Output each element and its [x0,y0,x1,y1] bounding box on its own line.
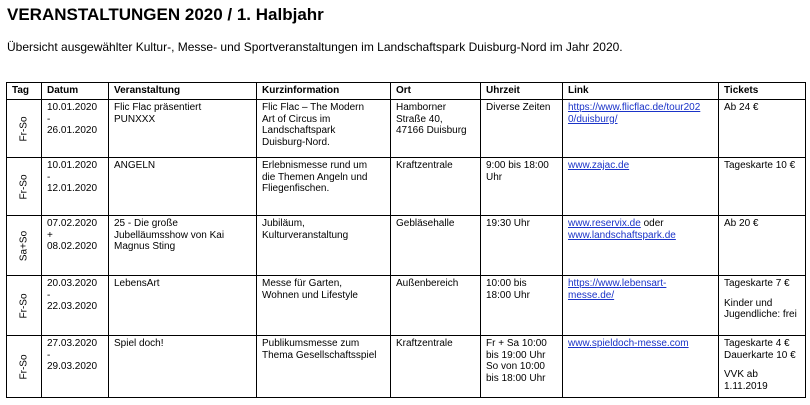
date-end: 12.01.2020 [47,183,98,194]
link-line: messe.de/ [568,289,615,301]
time-line: 9:00 bis 18:00 [486,160,549,171]
cell-kurzinformation [257,336,391,398]
info-line: Wohnen und Lifestyle [262,289,358,301]
cell-veranstaltung [109,216,257,276]
page-title: VERANSTALTUNGEN 2020 / 1. Halbjahr [7,5,324,24]
cell-tag [7,336,42,398]
event-name-line: PUNXXX [114,113,156,125]
ticket-line: Ab 24 € [724,102,759,113]
info-line: Publikumsmesse zum [262,338,360,349]
info-line: Erlebnismesse rund um [262,160,368,171]
cell-link [563,276,719,336]
table-row [7,216,806,276]
time-line: bis 19:00 Uhr [486,349,546,361]
ticket-line: Kinder und [724,297,773,309]
event-link[interactable] [568,278,714,301]
date-start: 10.01.2020 [47,102,98,113]
tag-label: Fr-So [18,354,30,379]
header-veranstaltung: Veranstaltung [109,83,257,100]
header-tag: Tag [7,83,42,100]
cell-uhrzeit [481,276,563,336]
table-row [7,100,806,158]
date-start: 20.03.2020 [47,278,98,289]
cell-tickets [719,336,806,398]
cell-tickets [719,100,806,158]
venue-line: Hamborner [396,102,447,113]
cell-ort [391,336,481,398]
time-line: 18:00 Uhr [486,289,530,301]
venue-line: Kraftzentrale [396,160,453,171]
cell-veranstaltung [109,336,257,398]
ticket-line: 1.11.2019 [724,380,768,392]
cell-kurzinformation [257,216,391,276]
venue-line: Kraftzentrale [396,338,453,349]
info-line: Thema Gesellschaftsspiel [262,349,377,361]
cell-datum [42,100,109,158]
cell-veranstaltung [109,276,257,336]
date-end: 29.03.2020 [47,361,98,372]
time-line: bis 18:00 Uhr [486,372,546,384]
time-line: Uhr [486,171,503,183]
table-row [7,336,806,398]
page-subtitle: Übersicht ausgewählter Kultur-, Messe- und Sportveranstaltungen im Landschaftspark Duisburg-Nord im Jahr 2020. [7,40,623,54]
events-table [6,82,806,398]
cell-kurzinformation [257,276,391,336]
reservix-link[interactable]: www.reservix.de [568,218,641,229]
cell-datum [42,158,109,216]
date-separator: - [47,171,51,183]
cell-tickets [719,216,806,276]
cell-tag [7,216,42,276]
cell-ort [391,216,481,276]
date-start: 07.02.2020 [47,218,98,229]
date-separator: - [47,349,51,361]
ticket-line: Dauerkarte 10 € [724,349,796,361]
time-line: Fr + Sa 10:00 [486,338,547,349]
event-link[interactable] [568,160,714,172]
event-link[interactable] [568,102,714,125]
venue-line: Außenbereich [396,278,459,289]
date-separator: - [47,113,51,125]
tag-label: Sa+So [18,230,30,261]
link-line: https://www.flicflac.de/tour202 [568,102,701,113]
date-start: 27.03.2020 [47,338,98,349]
link-line: 0/duisburg/ [568,113,618,125]
ticket-line: Ab 20 € [724,218,759,229]
date-separator: - [47,289,51,301]
date-end: 22.03.2020 [47,301,98,312]
date-separator: + [47,229,53,241]
cell-datum [42,216,109,276]
cell-link [563,216,719,276]
info-line: Messe für Garten, [262,278,343,289]
link-line: www.spieldoch-messe.com [568,338,689,349]
event-name-line: 25 - Die große [114,218,178,229]
event-name-line: Spiel doch! [114,338,164,349]
header-uhrzeit: Uhrzeit [481,83,563,100]
cell-veranstaltung [109,100,257,158]
date-end: 08.02.2020 [47,241,98,252]
info-line: Fliegenfischen. [262,183,330,194]
cell-ort [391,158,481,216]
info-line: Jubiläum, [262,218,305,229]
table-row [7,276,806,336]
cell-ort [391,100,481,158]
ticket-line: VVK ab [724,369,758,380]
event-name-line: ANGELN [114,160,156,171]
cell-datum [42,276,109,336]
cell-tickets [719,158,806,216]
info-line: Flic Flac – The Modern [262,102,365,113]
ticket-line: Tageskarte 4 € [724,338,790,349]
table-header-row [7,83,806,100]
date-start: 10.01.2020 [47,160,98,171]
cell-uhrzeit [481,216,563,276]
cell-uhrzeit [481,336,563,398]
info-line: Art of Circus im [262,113,331,125]
time-line: Diverse Zeiten [486,102,551,113]
landschaftspark-link[interactable]: www.landschaftspark.de [568,229,676,241]
header-datum: Datum [42,83,109,100]
ticket-line: Tageskarte 7 € [724,278,790,289]
link-line: https://www.lebensart- [568,278,667,289]
venue-line: 47166 Duisburg [396,125,467,136]
cell-tickets [719,276,806,336]
link-line [568,218,714,230]
link-conjunction: oder [640,218,664,229]
info-line: die Themen Angeln und [262,171,368,183]
cell-tag [7,100,42,158]
ticket-line: Tageskarte 10 € [724,160,796,171]
tag-label: Fr-So [18,293,30,318]
ticket-line: Jugendliche: frei [724,309,797,320]
cell-kurzinformation [257,100,391,158]
ticket-gap [724,290,801,298]
cell-datum [42,336,109,398]
cell-uhrzeit [481,158,563,216]
cell-uhrzeit [481,100,563,158]
link-line [568,230,714,242]
event-name-line: Flic Flac präsentiert [114,102,202,113]
link-line: www.zajac.de [568,160,630,171]
venue-line: Straße 40, [396,113,443,125]
cell-veranstaltung [109,158,257,216]
event-name-line: Magnus Sting [114,241,176,252]
header-ort: Ort [391,83,481,100]
date-end: 26.01.2020 [47,125,98,136]
cell-ort [391,276,481,336]
header-tickets: Tickets [719,83,806,100]
tag-label: Fr-So [18,116,30,141]
cell-link [563,158,719,216]
cell-tag [7,158,42,216]
time-line: 10:00 bis [486,278,527,289]
header-kurzinformation: Kurzinformation [257,83,391,100]
time-line: 19:30 Uhr [486,218,530,229]
event-name-line: Jubelläumsshow von Kai [114,229,225,241]
cell-kurzinformation [257,158,391,216]
info-line: Duisburg-Nord. [262,136,330,148]
cell-link [563,336,719,398]
cell-tag [7,276,42,336]
event-name-line: LebensArt [114,278,160,289]
event-link[interactable] [568,338,714,350]
info-line: Landschaftspark [262,125,336,136]
tag-label: Fr-So [18,174,30,199]
header-link: Link [563,83,719,100]
info-line: Kulturveranstaltung [262,229,349,241]
table-row [7,158,806,216]
venue-line: Gebläsehalle [396,218,455,229]
time-line: So von 10:00 [486,361,545,372]
ticket-gap [724,361,801,369]
cell-link [563,100,719,158]
